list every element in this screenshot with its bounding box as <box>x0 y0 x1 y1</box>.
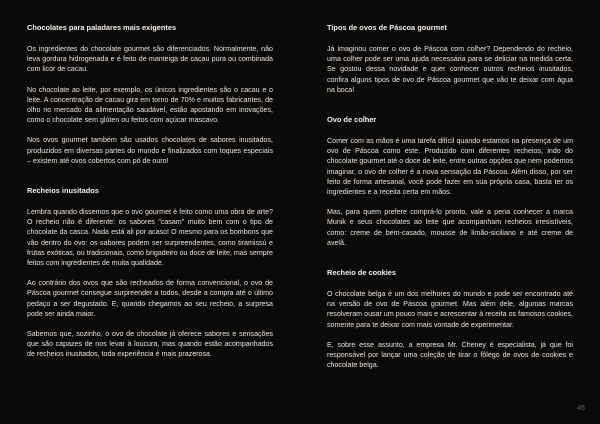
paragraph: Os ingredientes do chocolate gourmet são diferenciados. Normalmente, não leva gordura hidrogenada e é feito de manteiga de cacau pura ou combinada com licor de cacau. <box>27 45 273 74</box>
paragraph: O chocolate belga é um dos melhores do mundo e pode ser encontrado até na versão de ovo de Páscoa gourmet. Mas além dele, algumas marcas resolveram ousar um pouco mais e acrescentar à receita os famosos cookies, somente para te deixar com mais vontade de experimentar. <box>327 290 573 329</box>
paragraph: No chocolate ao leite, por exemplo, os únicos ingredientes são o cacau e o leite. A concentração de cacau gira em torno de 70% e muitos fabricantes, de olho no mercado da alimentação saudável, estão apostando em inovações, como o chocolate sem glúten ou feitos com açúcar mascavo. <box>27 85 273 125</box>
section-heading-recheios: Recheios inusitados <box>27 186 99 196</box>
paragraph: Lembra quando dissemos que o ovo gourmet é feito como uma obra de arte? O recheio não é diferente: os sabores "casam" muito bem com o tipo de chocolate da casca. Nada está ali por acaso! O mesmo para os bombons que vão dentro do ovo: os sabores podem ser surpreendentes, como tiramissú e frutas exóticas, ou tradicionais, como brigadeiro ou doce de leite, mas sempre feitos com ingredientes de muita qualidade. <box>27 208 273 268</box>
paragraph: Mas, para quem prefere comprá-lo pronto, vale a pena conhecer a marca Munik e seus chocolates ao leite que acompanham recheios irresistíveis, como: creme de bem-casado, mousse de limão-siciliano e até creme de avelã. <box>327 208 573 247</box>
page-number: 45 <box>577 405 585 412</box>
paragraph: E, sobre esse assunto, a empresa Mr. Cheney é especialista, já que foi responsável por lançar uma coleção de tirar o fôlego de ovos de cookies e chocolate belga. <box>327 340 573 370</box>
section-heading-tipos: Tipos de ovos de Páscoa gourmet <box>327 23 447 32</box>
section-heading-chocolates: Chocolates para paladares mais exigentes <box>27 23 177 32</box>
paragraph: Comer com as mãos é uma tarefa difícil quando estamos na presença de um ovo de Páscoa como este. Produzido com diferentes recheios, indo do chocolate gourmet até o doce de leite, entre outras opções que nem podemos imaginar, o ovo de colher é a nova sensação da Páscoa. Além disso, por ser feito de forma artesanal, você pode fazer em sua própria casa, basta ter os ingredientes e a receita certa em mãos. <box>327 137 573 197</box>
section-heading-ovo-de-colher: Ovo de colher <box>327 115 377 125</box>
right-column <box>327 23 573 370</box>
paragraph: Nos ovos gourmet também são usados chocolates de sabores inusitados, produzidos em diversas partes do mundo e finalizados com toques especiais – existem até ovos cobertos com pó de ouro! <box>27 136 273 165</box>
section-heading-recheio-de-cookies: Recheio de cookies <box>327 268 397 278</box>
left-column <box>27 23 273 360</box>
paragraph: Ao contrário dos ovos que são recheados de forma convencional, o ovo de Páscoa gourmet consegue surpreender a todos, desde a compra até o último pedaço a ser degustado. E, quando chegamos ao seu recheio, a surpresa pode ser ainda maior. <box>27 279 273 318</box>
paragraph: Sabemos que, sozinho, o ovo de chocolate já oferece sabores e sensações que são capazes de nos levar à loucura, mas quando estão acompanhados de recheios inusitados, toda experiência é mais prazerosa. <box>27 330 273 359</box>
paragraph: Já imaginou comer o ovo de Páscoa com colher? Dependendo do recheio, uma colher pode ser uma ajuda necessária para se deliciar na medida certa. Se gostou dessa novidade e quer conhecer outros recheios inusitados, confira alguns tipos de ovo de Páscoa gourmet que vão te deixar com água na boca! <box>327 45 573 94</box>
